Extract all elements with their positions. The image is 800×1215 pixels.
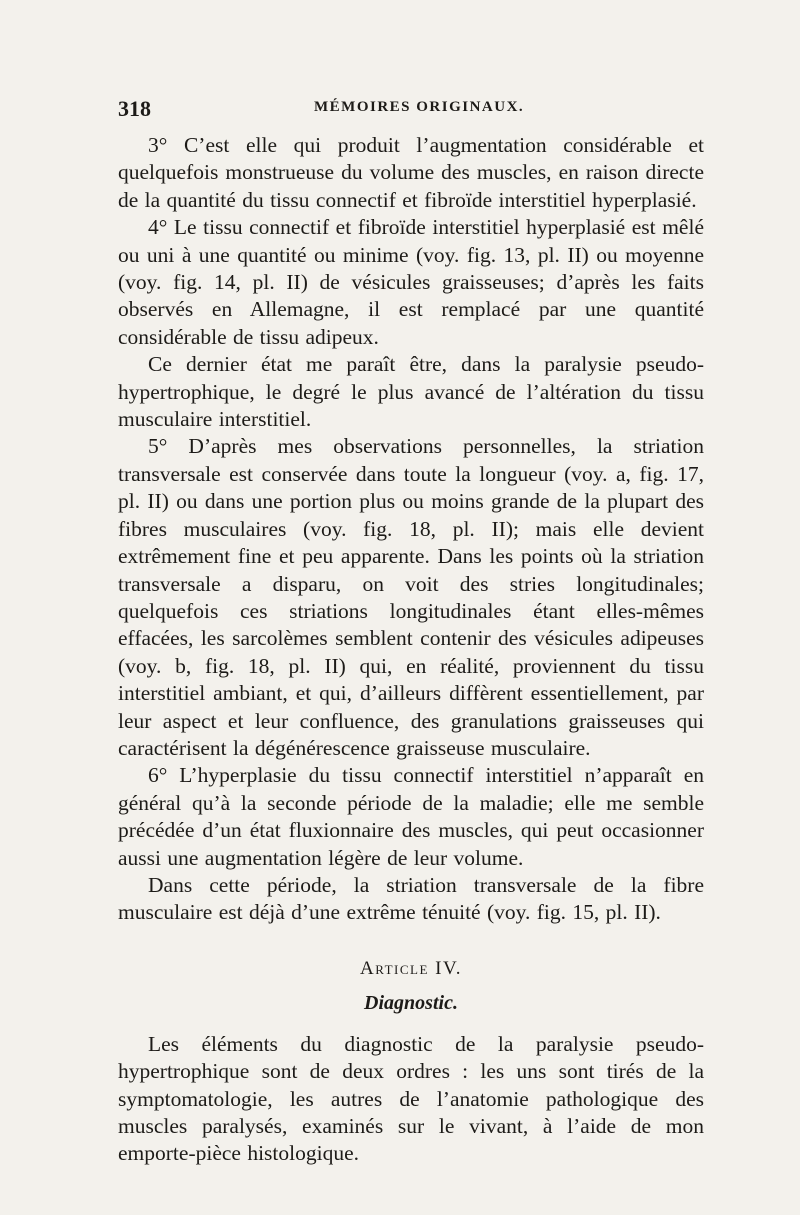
article-heading: Article IV.	[359, 957, 463, 979]
page-number: 318	[118, 96, 151, 121]
paragraph-6: 6° L’hyperplasie du tissu connectif interstitiel n’apparaît en général qu’à la seconde période de la maladie; elle me semble précédée d’un état fluxionnaire des muscles, qui peut occasionner aussi une augmentation légère de leur volume.	[118, 763, 704, 870]
running-head	[118, 96, 704, 132]
paragraph-4: 4° Le tissu connectif et fibroïde interstitiel hyperplasié est mêlé ou uni à une quantité ou minime (voy. fig. 13, pl. II) ou moyenne (voy. fig. 14, pl. II) de vésicules graisseuses; d’après les faits observés en Allemagne, il est remplacé par une quantité considérable de tissu adipeux.	[118, 215, 704, 349]
body-text	[118, 132, 704, 927]
paragraph-cette-periode: Dans cette période, la striation transversale de la fibre musculaire est déjà d’une extrême ténuité (voy. fig. 15, pl. II).	[118, 872, 704, 925]
running-title: MÉMOIRES ORIGINAUX.	[314, 99, 525, 115]
diagnostic-text	[118, 1031, 704, 1168]
paragraph-3: 3° C’est elle qui produit l’augmentation considérable et quelquefois monstrueuse du volume des muscles, en raison directe de la quantité du tissu connectif et fibroïde interstitiel hyperplasié.	[118, 133, 704, 212]
paragraph-dernier-etat: Ce dernier état me paraît être, dans la paralysie pseudo-hypertrophique, le degré le plus avancé de l’altération du tissu musculaire interstitiel.	[118, 352, 704, 432]
section-subheading: Diagnostic.	[364, 991, 458, 1014]
paragraph-diagnostic: Les éléments du diagnostic de la paralysie pseudo-hypertrophique sont de deux ordres : les uns sont tirés de la symptomatologie, les autres de l’anatomie pathologique des muscles paralysés, examinés sur le vivant, à l’aide de mon emporte-pièce histologique.	[118, 1031, 704, 1166]
paragraph-5: 5° D’après mes observations personnelles, la striation transversale est conservée dans toute la longueur (voy. a, fig. 17, pl. II) ou dans une portion plus ou moins grande de la plupart des fibres musculaires (voy. fig. 18, pl. II); mais elle devient extrêmement fine et peu apparente. Dans les points où la striation transversale a disparu, on voit des stries longitudinales; quelquefois ces striations longitudinales étant elles-mêmes effacées, les sarcolèmes semblent contenir des vésicules adipeuses (voy. b, fig. 18, pl. II) qui, en réalité, proviennent du tissu interstitiel ambiant, et qui, d’ailleurs diffèrent essentiellement, par leur aspect et leur confluence, des granulations graisseuses qui caractérisent la dégénérescence graisseuse musculaire.	[118, 434, 704, 760]
